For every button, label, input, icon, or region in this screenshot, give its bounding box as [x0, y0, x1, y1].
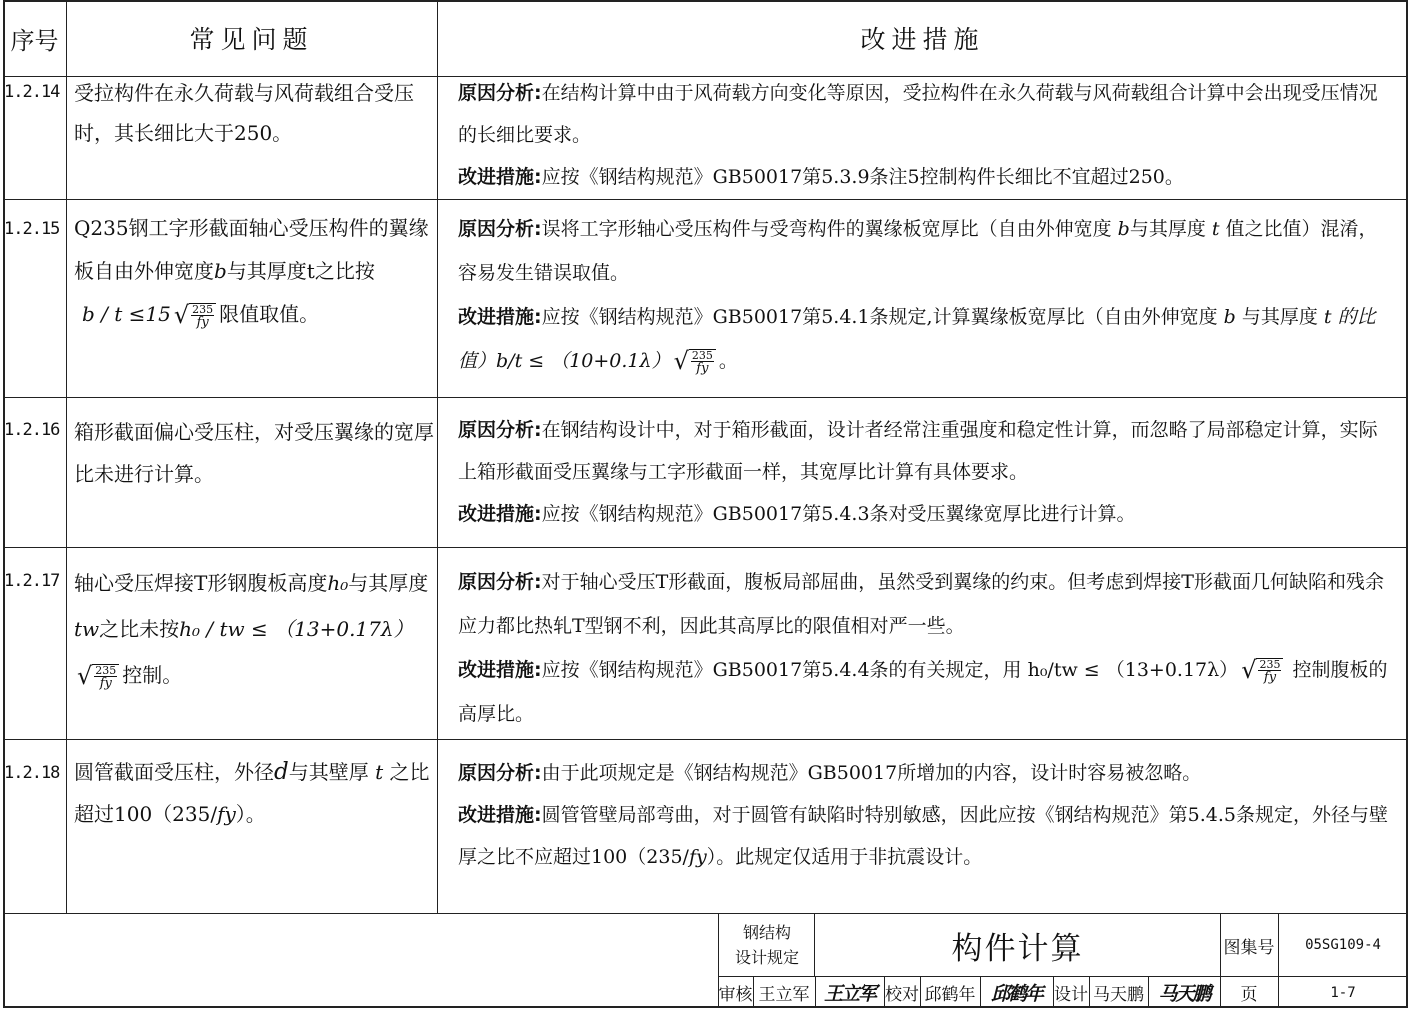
- row-rule-3: [3, 547, 1408, 548]
- measure-label: 改进措施:: [458, 166, 542, 188]
- row-measure: [458, 409, 1388, 535]
- analysis-label: 原因分析:: [458, 571, 542, 593]
- problem-text: Q235钢工字形截面轴心受压构件的翼缘板自由外伸宽度: [74, 216, 429, 283]
- designer-signature: 马天鹏: [1158, 983, 1210, 1005]
- problem-text: 与其厚度: [348, 571, 429, 595]
- checker-name: 邱鹤年: [924, 985, 976, 1005]
- sqrt-235-fy: √ $\frac{235}{fy}$: [1241, 658, 1283, 684]
- problem-text: ）。: [235, 802, 266, 826]
- atlas-number-label: 图集号: [1223, 937, 1275, 958]
- measure-label: 改进措施:: [458, 306, 542, 328]
- measure-text: 。: [718, 350, 738, 372]
- page-number: 1-7: [1330, 984, 1356, 1001]
- check-label: 校对: [885, 985, 919, 1005]
- problem-text: 限值取值。: [219, 302, 320, 326]
- category-line: 钢结构: [742, 923, 791, 942]
- analysis-text: 与其厚度: [1129, 218, 1212, 240]
- analysis-text: 值之比值）混淆，容易发生错误取值。: [458, 218, 1378, 284]
- col-rule-index: [66, 0, 67, 913]
- symbol-t: t: [1323, 306, 1332, 328]
- row-rule-4: [3, 739, 1408, 740]
- analysis-label: 原因分析:: [458, 419, 542, 441]
- measure-text: 的比值）b/t ≤ （10+0.1λ）: [458, 306, 1376, 372]
- measure-label: 改进措施:: [458, 503, 542, 525]
- page-label: 页: [1240, 985, 1258, 1005]
- row-measure: [458, 207, 1388, 383]
- body-bottom-rule: [3, 913, 1408, 914]
- reviewer-signature: 王立军: [823, 983, 875, 1005]
- sqrt-235-fy: √ $\frac{235}{fy}$: [674, 349, 716, 375]
- symbol-b: b: [1117, 218, 1130, 240]
- col-rule-problem: [437, 0, 438, 913]
- measure-text: 应按《钢结构规范》GB50017第5.4.1条规定,计算翼缘板宽厚比（自由外伸宽度: [541, 306, 1224, 328]
- symbol-t: t: [1211, 218, 1220, 240]
- row-problem: [74, 560, 434, 698]
- sqrt-235-fy: √ $\frac{235}{fy}$: [174, 303, 216, 329]
- symbol-b: b: [1223, 306, 1236, 328]
- problem-text: 控制。: [122, 663, 183, 687]
- problem-text: 与其壁厚: [288, 760, 369, 784]
- analysis-text: 误将工字形轴心受压构件与受弯构件的翼缘板宽厚比（自由外伸宽度: [541, 218, 1118, 240]
- formula-text: b / t ≤15: [82, 302, 171, 326]
- measure-label: 改进措施:: [458, 804, 542, 826]
- measure-text: 应按《钢结构规范》GB50017第5.4.3条对受压翼缘宽厚比进行计算。: [541, 503, 1136, 525]
- row-rule-1: [3, 199, 1408, 200]
- row-index: 1.2.16: [4, 420, 60, 440]
- symbol-b: b: [214, 259, 227, 283]
- atlas-number: 05SG109-4: [1305, 937, 1381, 953]
- row-index: 1.2.18: [4, 763, 60, 783]
- measure-text: 与其厚度: [1235, 306, 1324, 328]
- formula-text: h₀ / tw ≤ （13+0.17λ）: [179, 617, 414, 641]
- analysis-label: 原因分析:: [458, 218, 542, 240]
- header-index: 序号: [10, 26, 59, 55]
- design-label: 设计: [1054, 985, 1088, 1005]
- row-problem: [74, 207, 434, 336]
- problem-text: 圆管截面受压柱，外径: [74, 760, 274, 784]
- analysis-text: 在钢结构设计中，对于箱形截面，设计者经常注重强度和稳定性计算，而忽略了局部稳定计算，实际上箱形截面受压翼缘与工字形截面一样，其宽厚比计算有具体要求。: [458, 419, 1378, 483]
- symbol-fy: fy: [217, 802, 236, 826]
- row-problem: 受拉构件在永久荷载与风荷载组合受压时，其长细比大于250。: [74, 81, 414, 145]
- symbol-tw: tw: [74, 617, 100, 641]
- category-line: 设计规定: [734, 948, 799, 967]
- row-measure: [458, 72, 1388, 198]
- row-rule-2: [3, 397, 1408, 398]
- analysis-text: 由于此项规定是《钢结构规范》GB50017所增加的内容，设计时容易被忽略。: [541, 762, 1202, 784]
- header-measure: 改进措施: [860, 25, 985, 54]
- review-label: 审核: [718, 985, 753, 1005]
- designer-name: 马天鹏: [1093, 985, 1144, 1005]
- measure-text: 控制腹板的高厚比。: [458, 659, 1388, 725]
- problem-text: 之比未按: [99, 617, 180, 641]
- analysis-label: 原因分析:: [458, 82, 542, 104]
- problem-text: 之比超过100（235/: [74, 760, 430, 826]
- row-problem: [74, 751, 434, 835]
- row-measure: [458, 560, 1388, 736]
- analysis-text: 在结构计算中由于风荷载方向变化等原因，受拉构件在永久荷载与风荷载组合计算中会出现受压情况的长细比要求。: [458, 82, 1378, 146]
- reviewer-name: 王立军: [758, 985, 810, 1005]
- symbol-t: t: [368, 760, 390, 784]
- measure-text: 圆管管壁局部弯曲，对于圆管有缺陷时特别敏感，因此应按《钢结构规范》第5.4.5条规定，外径与壁厚之比不应超过100（235/: [458, 804, 1388, 868]
- sqrt-235-fy: √ $\frac{235}{fy}$: [77, 664, 119, 690]
- symbol-h0: h₀: [327, 571, 349, 595]
- symbol-d: d: [274, 759, 289, 785]
- row-index: 1.2.14: [4, 82, 60, 102]
- measure-text: ）。此规定仅适用于非抗震设计。: [706, 846, 983, 868]
- measure-text: 应按《钢结构规范》GB50017第5.3.9条注5控制构件长细比不宜超过250。: [541, 166, 1184, 188]
- row-measure: [458, 752, 1388, 878]
- drawing-title: 构件计算: [951, 930, 1084, 967]
- analysis-text: 对于轴心受压T形截面，腹板局部屈曲，虽然受到翼缘的约束。但考虑到焊接T形截面几何缺陷和残余应力都比热轧T型钢不利，因此其高厚比的限值相对严一些。: [458, 571, 1384, 637]
- header-problem: 常见问题: [189, 25, 314, 54]
- title-block-category: [720, 915, 814, 975]
- checker-signature: 邱鹤年: [990, 983, 1042, 1005]
- analysis-label: 原因分析:: [458, 762, 542, 784]
- measure-text: 应按《钢结构规范》GB50017第5.4.4条的有关规定，用 h₀/tw ≤ （13+0.17λ）: [541, 659, 1239, 681]
- row-problem: 箱形截面偏心受压柱，对受压翼缘的宽厚比未进行计算。: [74, 420, 434, 486]
- measure-label: 改进措施:: [458, 659, 542, 681]
- symbol-fy: fy: [688, 846, 707, 868]
- row-index: 1.2.17: [4, 571, 60, 591]
- problem-text: 与其厚度t之比按: [226, 259, 375, 283]
- row-index: 1.2.15: [4, 219, 60, 239]
- problem-text: 轴心受压焊接T形钢腹板高度: [74, 571, 328, 595]
